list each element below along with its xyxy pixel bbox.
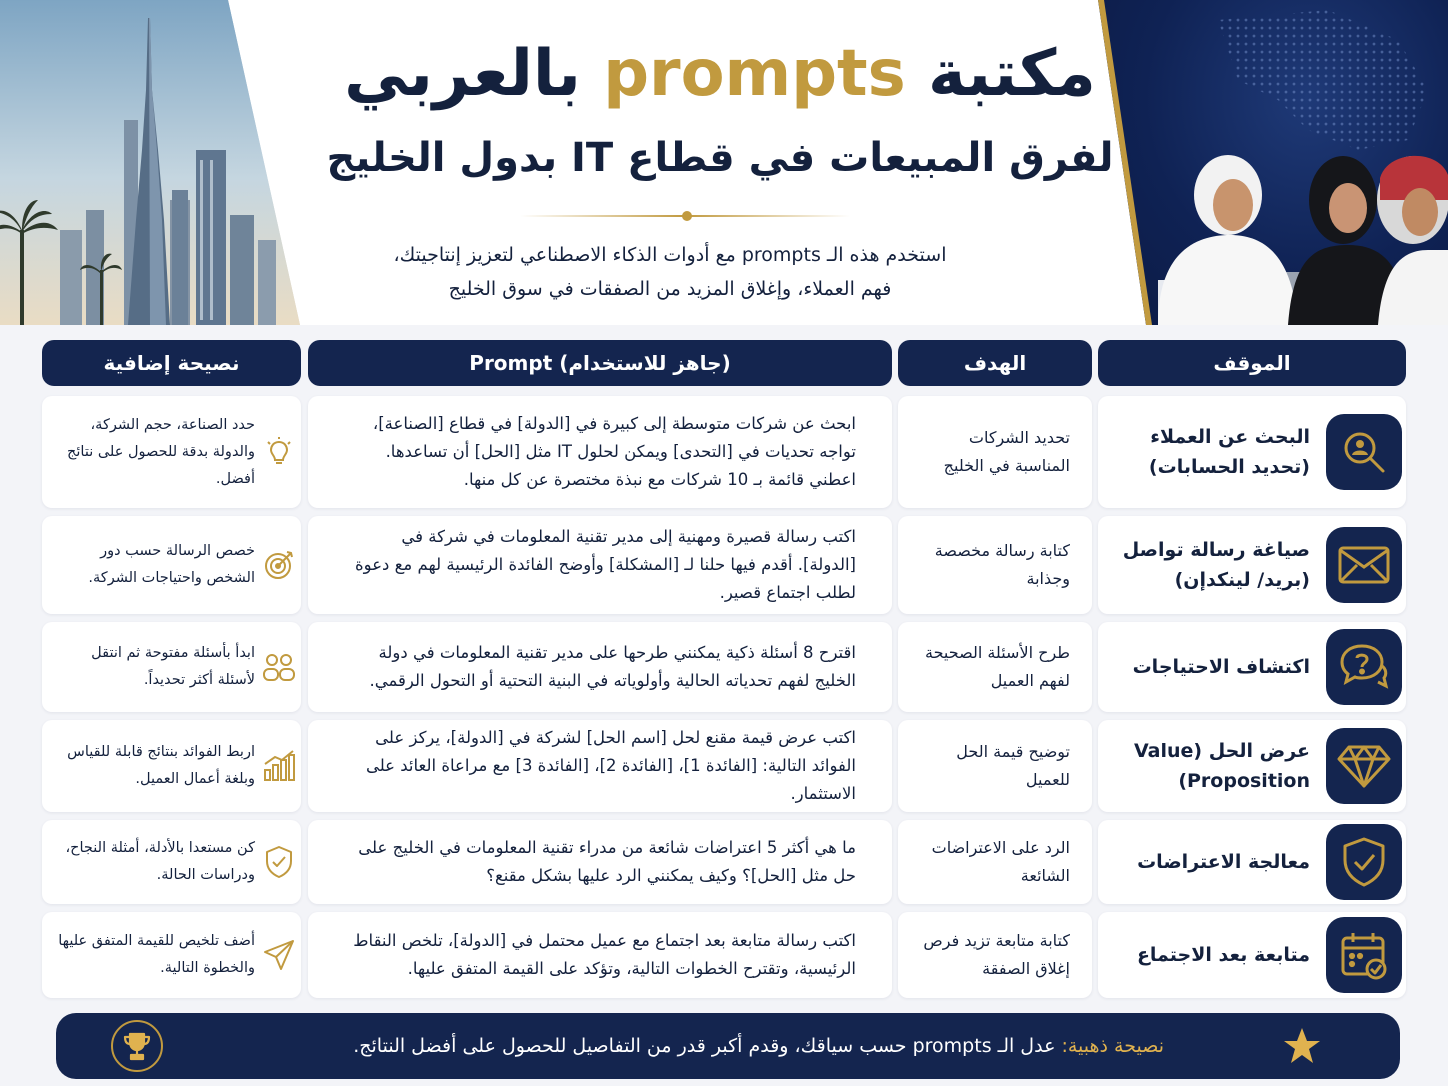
prompt-text[interactable]: ما هي أكثر 5 اعتراضات شائعة من مدراء تقنية المعلومات في الخليج على حل مثل [الحل]؟ وكيف يمكنني الرد عليها بشكل مقنع؟ bbox=[358, 838, 856, 885]
divider-dot bbox=[682, 211, 692, 221]
tip-label: أضف تلخيص للقيمة المتفق عليها والخطوة التالية. bbox=[58, 933, 255, 976]
lightbulb-icon bbox=[261, 434, 297, 470]
table-row bbox=[42, 912, 1406, 998]
goal-cell bbox=[898, 622, 1092, 712]
column-header-situation: الموقف bbox=[1098, 340, 1406, 386]
prompt-text[interactable]: اكتب رسالة قصيرة ومهنية إلى مدير تقنية المعلومات في شركة في [الدولة]. أقدم فيها حلنا لـ [المشكلة] وأوضح الفائدة الرئيسية لهم مع دعوة لطلب اجتماع قصير. bbox=[355, 527, 856, 602]
prompt-cell[interactable] bbox=[308, 820, 892, 904]
header-banner bbox=[0, 0, 1448, 325]
tip-cell bbox=[42, 622, 301, 712]
target-icon bbox=[261, 547, 297, 583]
team-image bbox=[1098, 0, 1448, 325]
users-icon bbox=[261, 649, 297, 685]
table-row bbox=[42, 720, 1406, 812]
golden-tip-body: عدل الـ prompts حسب سياقك، وقدم أكبر قدر من التفاصيل للحصول على أفضل النتائج. bbox=[353, 1035, 1056, 1057]
question-chat-icon bbox=[1326, 629, 1402, 705]
title-highlight: prompts bbox=[603, 37, 906, 111]
goal-label: كتابة رسالة مخصصة وجذابة bbox=[934, 541, 1070, 588]
situation-label bbox=[1106, 720, 1310, 812]
tip-cell bbox=[42, 720, 301, 812]
table-row bbox=[42, 516, 1406, 614]
golden-tip-label: نصيحة ذهبية: bbox=[1061, 1035, 1164, 1057]
golden-tip-banner bbox=[56, 1013, 1400, 1079]
tip-label: كن مستعدا بالأدلة، أمثلة النجاح، ودراسات الحالة. bbox=[65, 840, 255, 883]
paper-plane-icon bbox=[261, 937, 297, 973]
situation-label: البحث عن العملاء (تحديد الحسابات) bbox=[1148, 426, 1310, 478]
shield-check-icon bbox=[1326, 824, 1402, 900]
prompt-cell[interactable] bbox=[308, 912, 892, 998]
prompt-text[interactable]: ابحث عن شركات متوسطة إلى كبيرة في [الدولة] في قطاع [الصناعة]، تواجه تحديات في [التحدى] ويمكن لحلول IT مثل [الحل] أن تساعدها. اعطني قائمة بـ 10 شركات مع نبذة مختصرة عن كل منها. bbox=[372, 414, 856, 489]
situation-label: اكتشاف الاحتياجات bbox=[1132, 656, 1310, 678]
tip-label: حدد الصناعة، حجم الشركة، والدولة بدقة للحصول على نتائج أفضل. bbox=[67, 416, 255, 487]
column-header-tip: نصيحة إضافية bbox=[42, 340, 301, 386]
situation-label: صياغة رسالة تواصل (بريد/ لينكدإن) bbox=[1122, 539, 1310, 591]
situation-cell bbox=[1098, 516, 1406, 614]
shield-check-icon bbox=[261, 844, 297, 880]
diamond-icon bbox=[1326, 728, 1402, 804]
goal-cell bbox=[898, 912, 1092, 998]
prompt-text[interactable]: اقترح 8 أسئلة ذكية يمكنني طرحها على مدير تقنية المعلومات في دولة الخليج لفهم تحدياته الحالية وأولوياته في البنية التحتية أو التحول الرقمي. bbox=[369, 643, 856, 690]
situation-cell bbox=[1098, 720, 1406, 812]
tip-cell bbox=[42, 912, 301, 998]
trophy-icon bbox=[111, 1020, 163, 1072]
page-title bbox=[300, 34, 1140, 114]
tip-label: خصص الرسالة حسب دور الشخص واحتياجات الشركة. bbox=[88, 543, 255, 586]
goal-cell bbox=[898, 396, 1092, 508]
skyline-image bbox=[0, 0, 300, 325]
situation-label: متابعة بعد الاجتماع bbox=[1136, 944, 1310, 966]
prompt-cell[interactable] bbox=[308, 396, 892, 508]
situation-cell bbox=[1098, 820, 1406, 904]
intro-line-2: فهم العملاء، وإغلاق المزيد من الصفقات في سوق الخليج bbox=[448, 278, 892, 300]
tip-label: اربط الفوائد بنتائج قابلة للقياس وبلغة أعمال العميل. bbox=[67, 744, 255, 787]
golden-tip-text bbox=[353, 1013, 1164, 1079]
prompt-text[interactable]: اكتب رسالة متابعة بعد اجتماع مع عميل محتمل في [الدولة]، تلخص النقاط الرئيسية، وتقترح الخطوات التالية، وتؤكد على القيمة المتفق عليها. bbox=[353, 931, 856, 978]
situation-cell bbox=[1098, 396, 1406, 508]
column-header-goal: الهدف bbox=[898, 340, 1092, 386]
column-header-prompt-label: Prompt (جاهز للاستخدام) bbox=[469, 351, 731, 375]
title-part1: مكتبة bbox=[928, 37, 1096, 111]
prompt-cell[interactable] bbox=[308, 622, 892, 712]
title-part2: بالعربي bbox=[344, 37, 581, 111]
prompt-cell[interactable] bbox=[308, 516, 892, 614]
search-users-icon bbox=[1326, 414, 1402, 490]
prompt-cell[interactable] bbox=[308, 720, 892, 812]
column-header-prompt bbox=[308, 340, 892, 386]
envelope-icon bbox=[1326, 527, 1402, 603]
table-row bbox=[42, 396, 1406, 508]
prompt-text[interactable]: اكتب عرض قيمة مقنع لحل [اسم الحل] لشركة في [الدولة]، يركز على الفوائد التالية: [الفائدة 1]، [الفائدة 2]، [الفائدة 3] مع مراعاة العائد على الاستثمار. bbox=[365, 728, 856, 803]
page-subtitle: لفرق المبيعات في قطاع IT بدول الخليج bbox=[326, 135, 1114, 181]
intro-text bbox=[330, 238, 1010, 306]
intro-line-1: استخدم هذه الـ prompts مع أدوات الذكاء الاصطناعي لتعزيز إنتاجيتك، bbox=[393, 244, 947, 266]
goal-label: كتابة متابعة تزيد فرص إغلاق الصفقة bbox=[923, 931, 1070, 978]
tip-label: ابدأ بأسئلة مفتوحة ثم انتقل لأسئلة أكثر تحديداً. bbox=[91, 645, 255, 688]
situation-label-text: عرض الحل (Value Proposition) bbox=[1134, 740, 1310, 792]
tip-cell bbox=[42, 820, 301, 904]
bar-chart-icon bbox=[261, 748, 297, 784]
table-row bbox=[42, 622, 1406, 712]
star-icon bbox=[1282, 1026, 1322, 1066]
goal-label: توضيح قيمة الحل للعميل bbox=[956, 742, 1070, 789]
goal-cell bbox=[898, 720, 1092, 812]
situation-cell bbox=[1098, 622, 1406, 712]
goal-label: تحديد الشركات المناسبة في الخليج bbox=[943, 428, 1070, 475]
calendar-icon bbox=[1326, 917, 1402, 993]
situation-cell bbox=[1098, 912, 1406, 998]
situation-label: معالجة الاعتراضات bbox=[1137, 851, 1310, 873]
goal-label: طرح الأسئلة الصحيحة لفهم العميل bbox=[925, 643, 1070, 690]
tip-cell bbox=[42, 516, 301, 614]
goal-cell bbox=[898, 516, 1092, 614]
tip-cell bbox=[42, 396, 301, 508]
goal-cell bbox=[898, 820, 1092, 904]
table-row bbox=[42, 820, 1406, 904]
goal-label: الرد على الاعتراضات الشائعة bbox=[931, 838, 1070, 885]
